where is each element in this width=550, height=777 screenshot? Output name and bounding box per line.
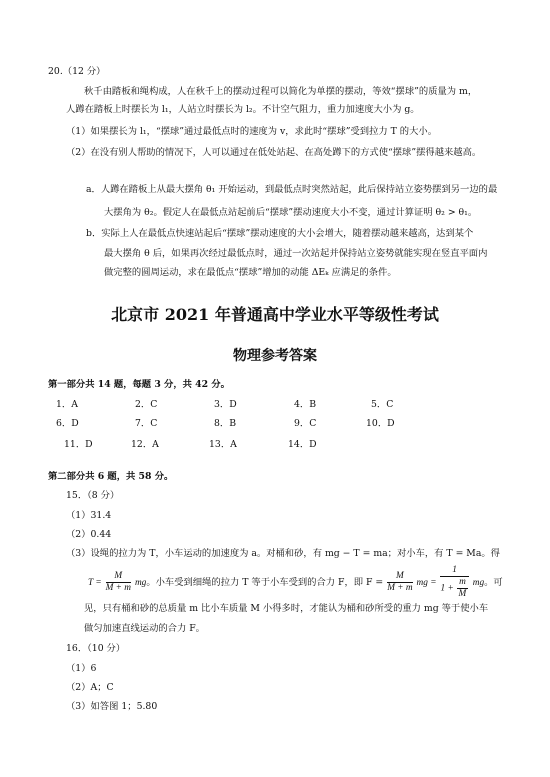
formula-lhs: T =: [88, 578, 102, 588]
q20-part2a-line: a．人蹲在踏板上从最大摆角 θ₁ 开始运动，到最低点时突然站起，此后保持站立姿势摆到另一边的最: [86, 184, 498, 195]
fraction: [387, 571, 412, 594]
answer-item: 4．B: [294, 399, 317, 410]
q15-answer-3-line: 做匀加速直线运动的合力 F。: [84, 623, 205, 634]
answer-item: 9．C: [294, 418, 317, 429]
q20-part2b-line: 最大摆角 θ 后，如果再次经过最低点时，通过一次站起并保持站立姿势就能实现在竖直平面内: [104, 248, 488, 259]
answer-item: 13．A: [209, 439, 237, 450]
part1-heading: 第一部分共 14 题，每题 3 分，共 42 分。: [48, 379, 230, 390]
fraction-numerator: 1: [440, 565, 468, 577]
fraction-numerator: m: [459, 577, 466, 587]
q20-part2a-line: 大摆角为 θ₂。假定人在最低点站起前后“摆球”摆动速度大小不变，通过计算证明 θ₂ > θ₁。: [104, 207, 478, 218]
answer-item: 2．C: [135, 399, 158, 410]
answer-key-title: 北京市 2021 年普通高中学业水平等级性考试: [111, 305, 439, 324]
q20-part1: （1）如果摆长为 l₁，“摆球”通过最低点时的速度为 v，求此时“摆球”受到拉力 T 的大小。: [66, 126, 437, 137]
q16-answer-3: （3）如答图 1；5.80: [66, 701, 158, 712]
fraction-denominator: M + m: [105, 583, 131, 593]
answer-item: 7．C: [135, 418, 158, 429]
part2-heading: 第二部分共 6 题，共 58 分。: [48, 471, 174, 482]
fraction-denominator: M + m: [387, 583, 413, 593]
fraction-denominator: M: [458, 589, 467, 599]
formula-term: mg: [472, 578, 485, 588]
answer-item: 3．D: [214, 399, 237, 410]
answer-key-subtitle: 物理参考答案: [233, 348, 317, 364]
answer-item: 10．D: [366, 418, 395, 429]
q16-answer-1: （1）6: [66, 663, 97, 674]
answer-item: 6．D: [56, 418, 79, 429]
q15-answer-2: （2）0.44: [66, 529, 112, 540]
fraction-numerator: M: [387, 571, 412, 583]
q16-header: 16．（10 分）: [66, 643, 126, 654]
formula-text: 。小车受到细绳的拉力 T 等于小车受到的合力 F，即 F =: [146, 577, 384, 588]
fraction-numerator: M: [106, 571, 131, 583]
answer-item: 8．B: [214, 418, 237, 429]
q15-answer-3-line: 见，只有桶和砂的总质量 m 比小车质量 M 小得多时，才能认为桶和砂所受的重力 mg 等于使小车: [84, 603, 489, 614]
q15-formula: [88, 565, 503, 600]
q20-part2b-line: 做完整的圆周运动，求在最低点“摆球”增加的动能 ΔEₖ 应满足的条件。: [104, 267, 397, 278]
q20-paragraph-line: 人蹲在踏板上时摆长为 l₁，人站立时摆长为 l₂。不计空气阻力，重力加速度大小为 g。: [66, 104, 420, 115]
formula-term: mg: [134, 578, 147, 588]
formula-text: 。可: [484, 577, 503, 588]
q15-answer-1: （1）31.4: [66, 510, 112, 521]
fraction-denominator-part: 1 +: [440, 583, 454, 594]
fraction-denominator: [440, 577, 468, 600]
answer-item: 1．A: [56, 399, 78, 410]
q15-answer-3-line: （3）设绳的拉力为 T，小车运动的加速度为 a。对桶和砂，有 mg − T = ma；对小车，有 T = Ma。得: [66, 548, 500, 559]
answer-item: 11．D: [64, 439, 93, 450]
q16-answer-2: （2）A；C: [66, 682, 114, 693]
fraction: [440, 565, 468, 600]
nested-fraction: [457, 577, 468, 600]
q20-header: 20.（12 分）: [48, 66, 106, 77]
answer-item: 12．A: [131, 439, 159, 450]
q15-header: 15．（8 分）: [66, 490, 120, 501]
q20-part2: （2）在没有别人帮助的情况下，人可以通过在低处站起、在高处蹲下的方式使“摆球”摆得越来越高。: [66, 147, 482, 158]
formula-term: mg =: [416, 578, 437, 588]
fraction: [106, 571, 131, 594]
q20-paragraph-line: 秋千由踏板和绳构成，人在秋千上的摆动过程可以简化为单摆的摆动，等效“摆球”的质量为 m，: [84, 86, 478, 97]
answer-item: 14．D: [288, 439, 317, 450]
q20-part2b-line: b．实际上人在最低点快速站起后“摆球”摆动速度的大小会增大，随着摆动越来越高，达到某个: [86, 228, 474, 239]
answer-item: 5．C: [371, 399, 394, 410]
